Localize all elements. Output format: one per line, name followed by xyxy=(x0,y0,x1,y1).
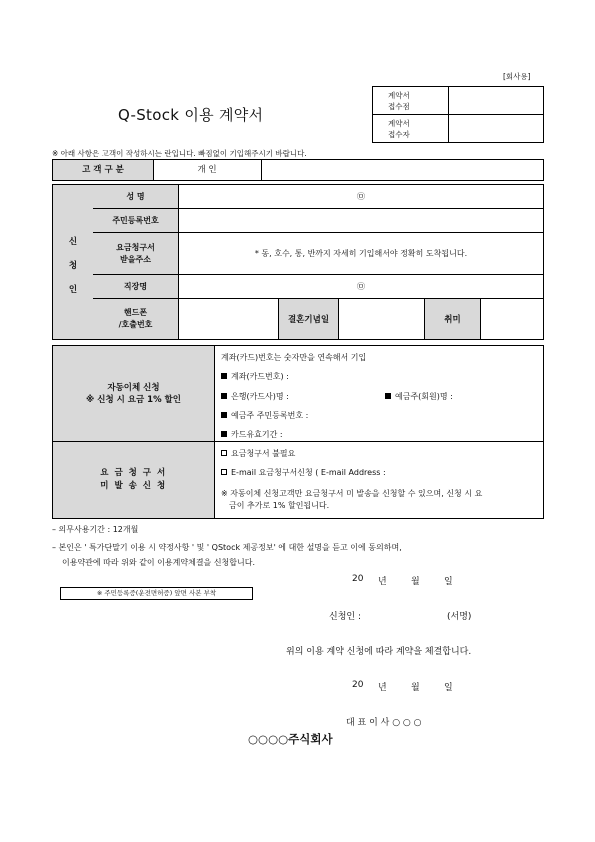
billing-opt-label: 요 금 청 구 서 미 발 송 신 청 xyxy=(53,442,215,518)
side-char-1: 신 xyxy=(68,237,78,247)
resident-label: 주민등록번호 xyxy=(93,209,179,232)
filled-square-icon xyxy=(221,393,227,399)
anniversary-field[interactable] xyxy=(339,299,425,339)
applicant-side-label xyxy=(53,185,94,339)
receipt-staff-label: 계약서 접수자 xyxy=(373,115,449,143)
hobby-label: 취미 xyxy=(425,299,481,339)
seal-mark: ㉤ xyxy=(357,282,365,291)
auto-debit-table xyxy=(52,345,544,519)
filled-square-icon xyxy=(221,373,227,379)
receipt-staff-field[interactable] xyxy=(449,115,544,143)
applicant-table xyxy=(52,184,544,340)
email-bill-checkbox[interactable]: E-mail 요금청구서신청 ( E-mail Address : xyxy=(221,467,386,478)
billing-address-hint: * 동, 호수, 통, 반까지 자세히 기입해서야 정확히 도착됩니다. xyxy=(254,249,468,258)
date2-year[interactable]: 20 xyxy=(352,680,364,690)
workplace-field[interactable] xyxy=(179,275,543,298)
anniversary-label: 결혼기념일 xyxy=(279,299,339,339)
billing-address-field[interactable] xyxy=(179,233,543,274)
hobby-field[interactable] xyxy=(481,299,543,339)
auto-debit-body xyxy=(215,346,543,442)
date1-year-unit: 년 xyxy=(378,577,387,587)
receipt-branch-field[interactable] xyxy=(449,87,544,115)
billing-note-line-2: 금이 추가로 1% 할인됩니다. xyxy=(229,501,330,510)
receipt-box xyxy=(372,86,544,143)
date1-month-unit: 월 xyxy=(411,577,420,587)
name-row xyxy=(93,185,543,209)
depositor-field[interactable]: 예금주(회원)명 : xyxy=(385,391,453,402)
bank-name-field[interactable]: 은행(카드사)명 : xyxy=(221,391,289,402)
consent-line-2: 이용약관에 따라 위와 같이 이용계약체결을 신청합니다. xyxy=(62,558,255,567)
depositor-id-field[interactable]: 예금주 주민등록번호 : xyxy=(221,410,308,421)
card-expiry-field[interactable]: 카드유효기간 : xyxy=(221,429,283,440)
phone-row xyxy=(93,299,543,339)
date1-day-unit: 일 xyxy=(444,577,453,587)
resident-row xyxy=(93,209,543,233)
billing-address-row xyxy=(93,233,543,275)
filled-square-icon xyxy=(221,412,227,418)
resident-field[interactable] xyxy=(179,209,543,232)
phone-field[interactable] xyxy=(179,299,279,339)
name-field[interactable] xyxy=(179,185,543,208)
id-copy-note: ※ 주민등록증(운전면허증) 앞면 사본 부착 xyxy=(60,587,253,600)
customer-type-row xyxy=(52,159,544,181)
phone-label: 핸드폰 /호출번호 xyxy=(93,299,179,339)
billing-opt-body xyxy=(215,442,543,518)
customer-type-value[interactable]: 개 인 xyxy=(153,160,262,180)
date1-year[interactable]: 20 xyxy=(352,574,364,584)
date2-month-unit: 월 xyxy=(411,683,420,693)
company-use-label: [회사용] xyxy=(503,72,531,81)
workplace-label: 직장명 xyxy=(93,275,179,298)
company-name: ○○○○주식회사 xyxy=(248,732,333,746)
auto-debit-label: 자동이체 신청 ※ 신청 시 요금 1% 할인 xyxy=(53,346,215,442)
ceo-line: 대 표 이 사 ○ ○ ○ xyxy=(346,718,422,728)
no-bill-checkbox[interactable]: 요금청구서 불필요 xyxy=(221,448,295,459)
side-char-2: 청 xyxy=(68,261,78,271)
checkbox-icon xyxy=(221,469,227,475)
billing-note-line-1: ※ 자동이체 신청고객만 요금청구서 미 발송을 신청할 수 있으며, 신청 시 요 xyxy=(221,489,483,498)
document-title: Q-Stock 이용 계약서 xyxy=(118,106,264,124)
side-char-3: 인 xyxy=(68,285,78,295)
filled-square-icon xyxy=(385,393,391,399)
seal-mark: ㉤ xyxy=(357,192,365,201)
applicant-sign-field[interactable]: (서명) xyxy=(447,612,472,622)
applicant-sign-label: 신청인 : xyxy=(329,612,361,622)
instruction-notice: ※ 아래 사항은 고객이 작성하시는 란입니다. 빠짐없이 기입해주시기 바랍니다. xyxy=(52,149,307,158)
customer-type-label: 고 객 구 분 xyxy=(53,160,154,180)
checkbox-icon xyxy=(221,450,227,456)
contract-confirmation: 위의 이용 계약 신청에 따라 계약을 체결합니다. xyxy=(286,647,472,657)
auto-debit-instruction: 계좌(카드)번호는 숫자만을 연속해서 기입 xyxy=(221,353,367,362)
date2-year-unit: 년 xyxy=(378,683,387,693)
filled-square-icon xyxy=(221,431,227,437)
consent-line-1: – 본인은 ' 특가단말기 이용 시 약정사항 ' 및 ' QStock 제공정보' 에 대한 설명을 듣고 이에 동의하며, xyxy=(52,543,402,552)
receipt-branch-label: 계약서 접수점 xyxy=(373,87,449,115)
workplace-row xyxy=(93,275,543,299)
date2-day-unit: 일 xyxy=(444,683,453,693)
billing-address-label: 요금청구서 받을주소 xyxy=(93,233,179,274)
account-number-field[interactable]: 계좌(카드번호) : xyxy=(221,371,289,382)
usage-period: – 의무사용기간 : 12개월 xyxy=(52,525,139,534)
name-label: 성 명 xyxy=(93,185,179,208)
